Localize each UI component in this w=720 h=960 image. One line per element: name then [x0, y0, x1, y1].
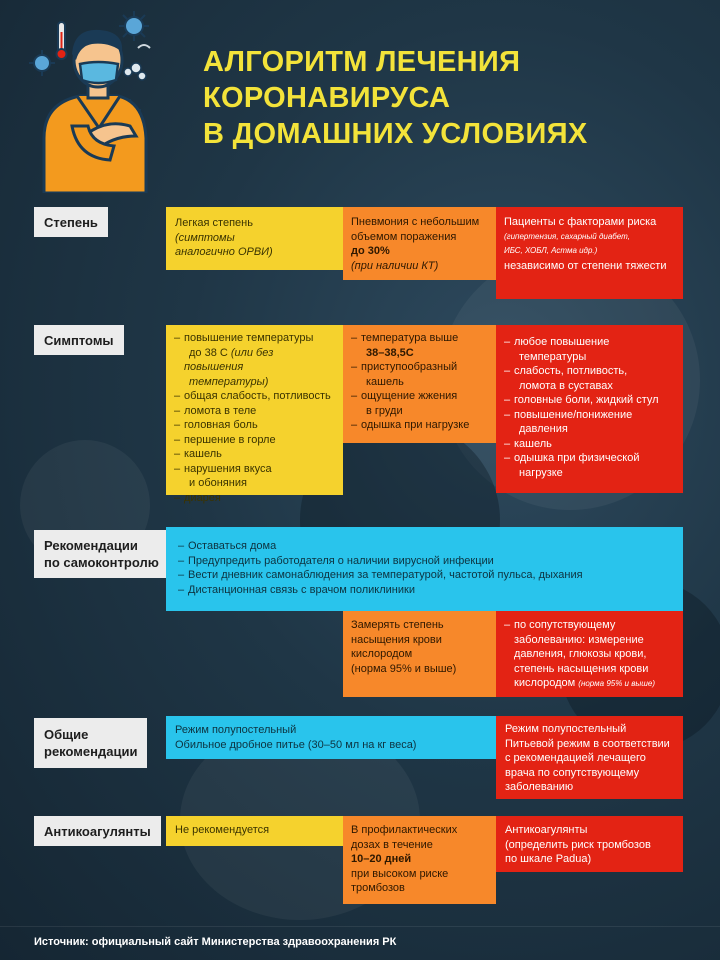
selfcontrol-item: – Дистанционная связь с врачом поликлиники [178, 583, 671, 598]
symptom-text: слабость, потливость, [514, 365, 628, 377]
anticoag-moderate-cell [343, 816, 496, 904]
virus-icon [119, 11, 149, 41]
symptom-text: и обоняния [189, 477, 247, 489]
selfcontrol-item: – Предупредить работодателя о наличии вирусной инфекции [178, 554, 671, 569]
symptom-text: повышение температуры [184, 332, 314, 344]
cell-text: кислородом [351, 648, 413, 660]
cell-text: степень насыщения крови [514, 662, 649, 675]
symptom-text: повышение/понижение [514, 408, 633, 421]
symptom-text: в груди [366, 404, 403, 417]
cell-text: объемом поражения [351, 230, 457, 243]
cell-text: Замерять степень [351, 619, 444, 631]
symptom-item [174, 331, 335, 389]
symptom-item: – общая слабость, потливость [174, 389, 335, 404]
row-label-anticoag [34, 816, 161, 846]
row-label-text: рекомендации [44, 744, 138, 759]
general-common-cell [166, 716, 496, 759]
symptom-item: – ломота в теле [174, 404, 335, 419]
cell-text: с рекомендацией лечащего [505, 752, 646, 764]
title-line: КОРОНАВИРУСА [203, 82, 451, 114]
symptom-text: ломота в суставах [519, 379, 613, 392]
virus-icon [29, 50, 55, 76]
symptom-item: – першение в горле [174, 433, 335, 448]
cell-text: заболеванию: измерение [514, 633, 644, 646]
selfcontrol-common-cell [166, 527, 683, 611]
title-line: В ДОМАШНИХ УСЛОВИЯХ [203, 118, 588, 150]
symptoms-moderate-cell [343, 325, 496, 443]
symptom-text: до 38 С [189, 346, 228, 359]
symptom-text: любое повышение [514, 336, 610, 348]
symptom-text: нарушения вкуса [184, 462, 272, 475]
degree-moderate-cell [343, 207, 496, 280]
cell-text: Режим полупостельный [505, 723, 627, 735]
cell-text: по сопутствующему [514, 619, 616, 631]
selfcontrol-item: – Оставаться дома [178, 539, 671, 554]
cell-text: (при наличии КТ) [351, 259, 439, 272]
cell-text: Обильное дробное питье (30–50 мл на кг веса) [175, 738, 417, 751]
symptom-item [504, 364, 675, 393]
symptom-item: – кашель [174, 447, 335, 462]
cell-text: Легкая степень [175, 217, 253, 229]
footer-divider [0, 926, 720, 927]
cell-text: В профилактических [351, 824, 458, 836]
row-label-selfcontrol [34, 530, 169, 578]
cell-text: дозах в течение [351, 838, 433, 851]
symptom-text: нагрузке [519, 466, 563, 479]
symptom-item [351, 389, 488, 418]
cell-text: Режим полупостельный [175, 724, 297, 736]
symptom-item [351, 331, 488, 360]
anticoag-risk-cell [496, 816, 683, 872]
symptom-item: – головная боль [174, 418, 335, 433]
cell-text: тромбозов [351, 882, 405, 894]
cell-text: (норма 95% и выше) [351, 662, 457, 675]
symptom-item: – одышка при нагрузке [351, 418, 488, 433]
cell-text: ИБС, ХОБЛ, Астма идр.) [504, 246, 598, 255]
cell-text: Не рекомендуется [175, 824, 270, 836]
symptom-text: 38–38,5С [366, 346, 414, 359]
row-label-text: Рекомендации [44, 538, 138, 553]
cell-text: 10–20 дней [351, 853, 412, 865]
sick-person-illustration [22, 8, 182, 193]
row-label-text: по самоконтролю [44, 555, 159, 570]
cell-text: независимо от степени тяжести [504, 259, 667, 272]
cell-text: давления, глюкозы крови, [514, 648, 647, 660]
cell-text: до 30% [351, 245, 390, 257]
symptoms-risk-cell [496, 325, 683, 493]
anticoag-mild-cell [166, 816, 343, 846]
symptom-text: ощущение жжения [361, 390, 458, 402]
thermometer-icon [57, 22, 67, 59]
cell-text: аналогично ОРВИ) [175, 246, 273, 258]
row-label-text: Степень [44, 214, 98, 230]
symptom-item [351, 360, 488, 389]
symptom-item: – головные боли, жидкий стул [504, 393, 675, 408]
symptom-text: давления [519, 423, 568, 435]
row-label-degree [34, 207, 108, 237]
degree-risk-cell [496, 207, 683, 299]
row-label-text: Общие [44, 727, 89, 742]
title-line: АЛГОРИТМ ЛЕЧЕНИЯ [203, 46, 521, 78]
cell-text: (гипертензия, сахарный диабет, [504, 231, 630, 241]
symptom-item: – диарея [174, 491, 335, 506]
symptom-item [504, 335, 675, 364]
symptom-text: кашель [366, 375, 404, 388]
general-risk-cell [496, 716, 683, 799]
selfcontrol-item [504, 618, 675, 692]
symptom-text: одышка при физической [514, 452, 640, 464]
cell-text: по шкале Padua) [505, 853, 592, 865]
row-label-text: Симптомы [44, 332, 114, 348]
cell-text: Антикоагулянты [505, 824, 588, 836]
cell-text: (симптомы [175, 231, 235, 244]
cell-text: (норма 95% и выше) [578, 679, 656, 688]
symptom-item [504, 451, 675, 480]
cell-text: кислородом [514, 677, 576, 689]
symptom-item [174, 462, 335, 491]
source-note: Источник: официальный сайт Министерства здравоохранения РК [34, 936, 397, 948]
cell-text: Пневмония с небольшим [351, 216, 480, 228]
symptom-text: температуры) [189, 375, 269, 388]
cell-text: заболеванию [505, 781, 574, 793]
symptom-text: приступообразный [361, 361, 458, 373]
selfcontrol-moderate-cell [343, 611, 496, 697]
row-label-symptoms [34, 325, 124, 355]
degree-mild-cell [166, 207, 343, 270]
cell-text: врача по сопутствующему [505, 766, 640, 779]
selfcontrol-item: – Вести дневник самонаблюдения за температурой, частотой пульса, дыхания [178, 568, 671, 583]
page-title [203, 44, 683, 152]
symptom-item: – кашель [504, 437, 675, 452]
cell-text: (определить риск тромбозов [505, 838, 651, 851]
symptoms-mild-cell [166, 325, 343, 504]
selfcontrol-risk-cell [496, 611, 683, 697]
symptom-text: температуры [519, 350, 587, 363]
cell-text: Питьевой режим в соответствии [505, 737, 670, 750]
cell-text: Пациенты с факторами риска [504, 216, 657, 228]
cell-text: насыщения крови [351, 633, 442, 646]
row-label-general [34, 718, 147, 768]
symptom-item [504, 408, 675, 437]
cell-text: при высоком риске [351, 867, 449, 880]
row-label-text: Антикоагулянты [44, 823, 151, 839]
symptom-text: температура выше [361, 332, 459, 344]
symptom-text: (или без повышения [184, 346, 274, 373]
